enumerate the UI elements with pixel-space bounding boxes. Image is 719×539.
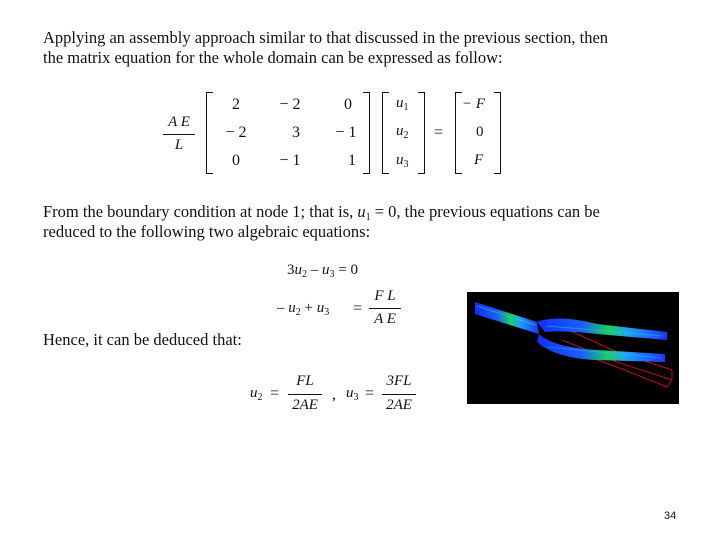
- coefficient-numerator: A E: [168, 114, 190, 130]
- coefficient-denominator: L: [174, 137, 184, 153]
- result-denominator-2: 2AE: [386, 397, 412, 413]
- result-u3: $u_3$: [346, 385, 359, 403]
- result-denominator-1: 2AE: [292, 397, 318, 413]
- equals-sign: =: [434, 124, 444, 141]
- result-numerator-2: 3FL: [386, 373, 412, 389]
- equation-2-equals: =: [353, 300, 363, 317]
- unknown-u1: $u_1$: [396, 95, 409, 113]
- matrix-cell: 0: [344, 96, 352, 113]
- rhs-cell: 0: [476, 124, 484, 140]
- result-bar-2: [382, 394, 416, 395]
- tuning-fork-fea-image: [467, 292, 679, 404]
- rhs-cell: F: [474, 152, 484, 168]
- result-bar-1: [288, 394, 322, 395]
- matrix-cell: − 2: [279, 96, 301, 113]
- result-equals-2: =: [365, 385, 375, 402]
- matrix-cell: 2: [232, 96, 240, 113]
- page-number: 34: [664, 510, 677, 522]
- matrix-left-bracket: [206, 92, 213, 174]
- intro-line-2: the matrix equation for the whole domain can be expressed as follow:: [43, 48, 503, 67]
- rhs-right-bracket: [494, 92, 501, 174]
- result-equals-1: =: [270, 385, 280, 402]
- matrix-cell: 1: [348, 152, 356, 169]
- matrix-cell: − 2: [225, 124, 247, 141]
- unknown-u3: $u_3$: [396, 152, 409, 170]
- result-u2: $u_2$: [250, 385, 263, 403]
- algebraic-equation-1: $3u_2 - u_3 = 0$: [287, 262, 358, 280]
- boundary-line-2: reduced to the following two algebraic equations:: [43, 222, 371, 241]
- tuning-fork-fea-graphic: [467, 292, 679, 404]
- result-numerator-1: FL: [296, 373, 314, 389]
- algebraic-equation-2: – $u_2 + u_3$: [277, 300, 330, 318]
- coefficient-bar: [163, 134, 195, 135]
- equation-2-bar: [369, 308, 401, 309]
- matrix-cell: 3: [292, 124, 300, 141]
- intro-line-1: Applying an assembly approach similar to that discussed in the previous section, then: [43, 28, 609, 47]
- matrix-cell: 0: [232, 152, 240, 169]
- matrix-cell: − 1: [335, 124, 357, 141]
- equation-2-denominator: A E: [374, 311, 396, 327]
- vector-left-bracket: [382, 92, 389, 174]
- hence-text: Hence, it can be deduced that:: [43, 330, 242, 349]
- result-comma: ,: [332, 386, 336, 403]
- boundary-line-1: From the boundary condition at node 1; that is, $u_1 = 0$, the previous equations can be: [43, 202, 600, 223]
- vector-right-bracket: [418, 92, 425, 174]
- equation-2-numerator: F L: [374, 288, 396, 304]
- rhs-cell: − F: [462, 96, 486, 112]
- rhs-left-bracket: [455, 92, 462, 174]
- matrix-cell: − 1: [279, 152, 301, 169]
- unknown-u2: $u_2$: [396, 123, 409, 141]
